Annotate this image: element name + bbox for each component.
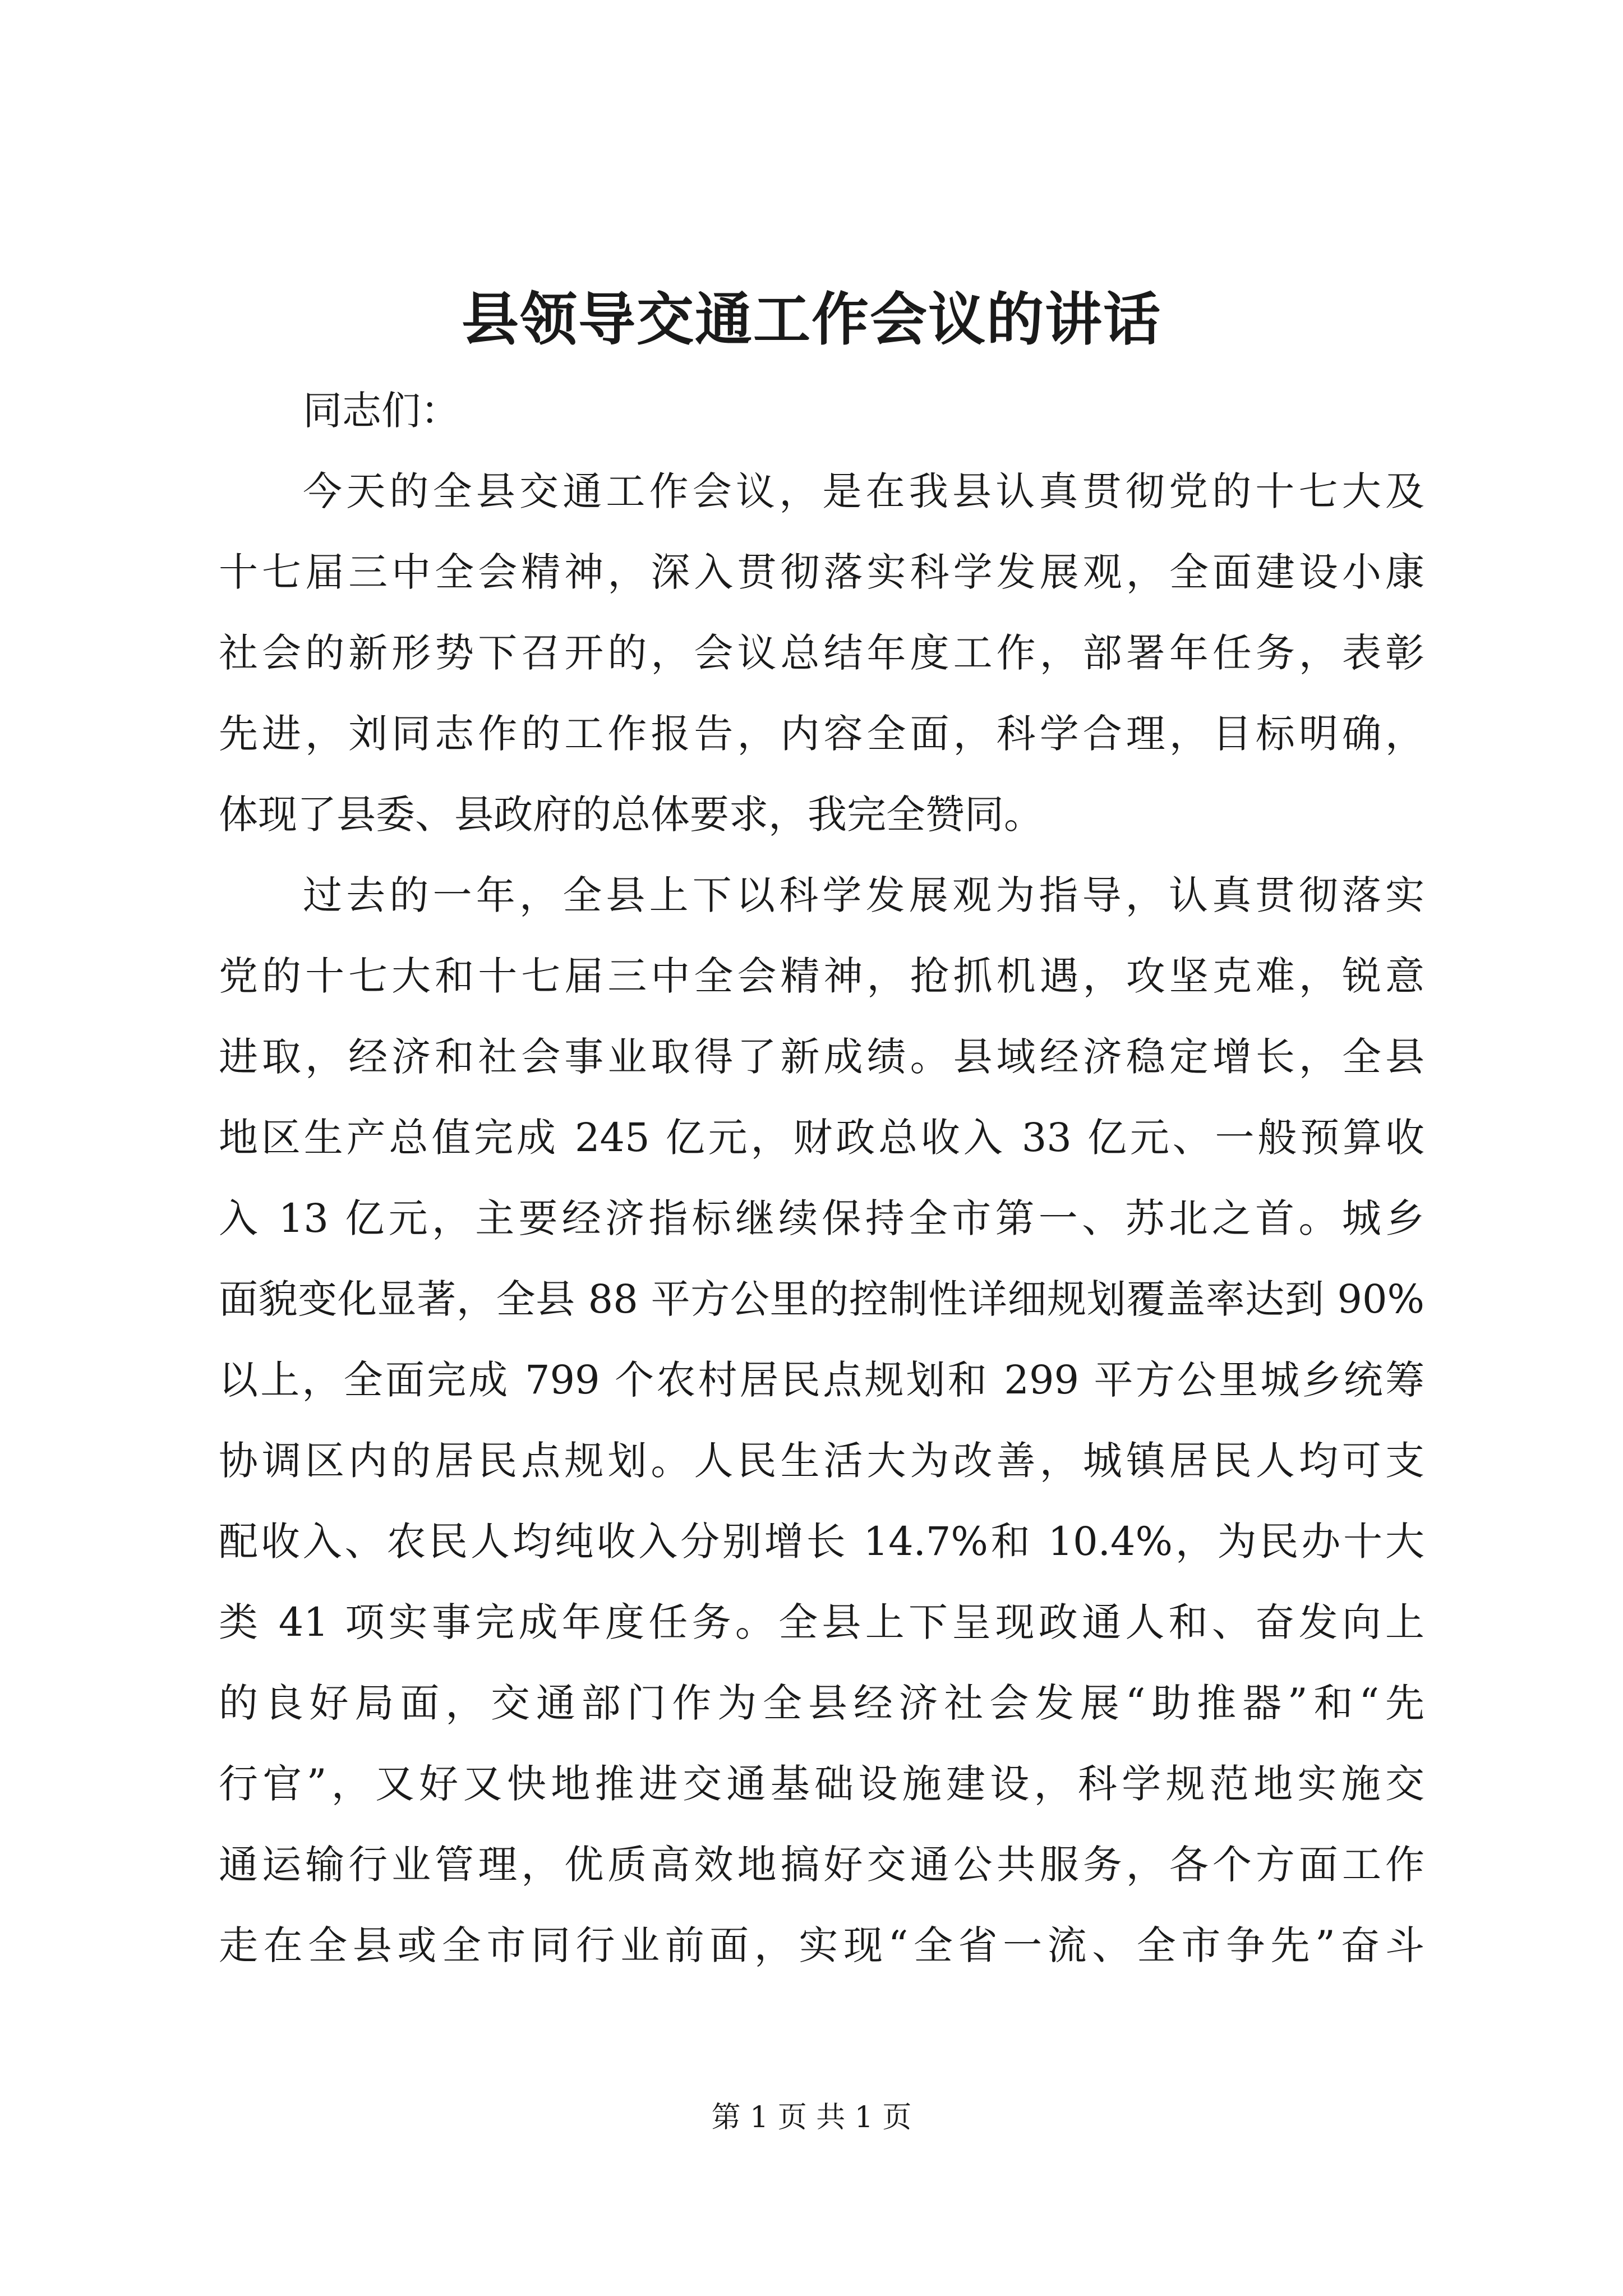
text-line: 类 41 项实事完成年度任务。全县上下呈现政通人和、奋发向上 <box>219 1599 1424 1645</box>
text-line: 面貌变化显著，全县 88 平方公里的控制性详细规划覆盖率达到 90% <box>219 1276 1424 1322</box>
text-line: 社会的新形势下召开的，会议总结年度工作，部署年任务，表彰 <box>219 630 1424 676</box>
document-title: 县领导交通工作会议的讲话 <box>462 286 1161 353</box>
greeting-line: 同志们： <box>303 388 460 434</box>
text-line: 协调区内的居民点规划。人民生活大为改善，城镇居民人均可支 <box>219 1438 1424 1484</box>
page-footer: 第 1 页 共 1 页 <box>711 2101 912 2134</box>
text-line: 通运输行业管理，优质高效地搞好交通公共服务，各个方面工作 <box>219 1842 1424 1888</box>
text-line: 进取，经济和社会事业取得了新成绩。县域经济稳定增长，全县 <box>219 1034 1424 1080</box>
text-line: 配收入、农民人均纯收入分别增长 14.7%和 10.4%，为民办十大 <box>219 1519 1424 1565</box>
text-line: 体现了县委、县政府的总体要求，我完全赞同。 <box>219 792 1043 838</box>
text-line: 今天的全县交通工作会议，是在我县认真贯彻党的十七大及 <box>303 468 1424 514</box>
text-line: 十七届三中全会精神，深入贯彻落实科学发展观，全面建设小康 <box>219 549 1424 595</box>
text-line: 地区生产总值完成 245 亿元，财政总收入 33 亿元、一般预算收 <box>219 1115 1424 1161</box>
text-line: 入 13 亿元，主要经济指标继续保持全市第一、苏北之首。城乡 <box>219 1195 1424 1241</box>
text-line: 先进，刘同志作的工作报告，内容全面，科学合理，目标明确， <box>219 711 1424 757</box>
text-line: 行官”，又好又快地推进交通基础设施建设，科学规范地实施交 <box>219 1761 1424 1807</box>
text-line: 党的十七大和十七届三中全会精神，抢抓机遇，攻坚克难，锐意 <box>219 953 1424 999</box>
text-line: 走在全县或全市同行业前面，实现“全省一流、全市争先”奋斗 <box>219 1922 1424 1968</box>
document-body <box>219 370 1424 1986</box>
text-line: 过去的一年，全县上下以科学发展观为指导，认真贯彻落实 <box>303 872 1424 918</box>
text-line: 的良好局面，交通部门作为全县经济社会发展“助推器”和“先 <box>219 1680 1424 1726</box>
text-line: 以上，全面完成 799 个农村居民点规划和 299 平方公里城乡统筹 <box>219 1357 1424 1403</box>
